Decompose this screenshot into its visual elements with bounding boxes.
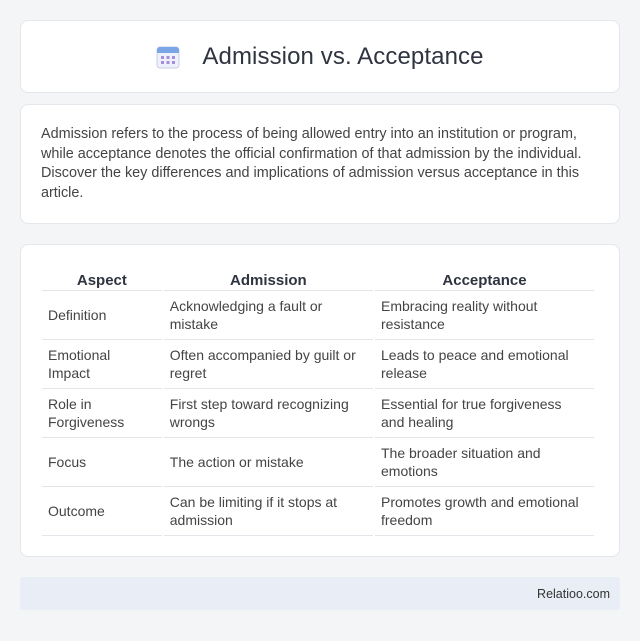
row-acceptance: The broader situation and emotions: [375, 438, 594, 487]
row-admission: First step toward recognizing wrongs: [164, 389, 373, 438]
table-row: [42, 487, 594, 536]
table-row: [42, 340, 594, 389]
row-acceptance: Embracing reality without resistance: [375, 291, 594, 340]
intro-card: [20, 104, 620, 224]
table-row: [42, 389, 594, 438]
header-aspect: Aspect: [42, 265, 162, 291]
comparison-card: [20, 244, 620, 557]
table-row: [42, 291, 594, 340]
row-aspect: Focus: [42, 438, 162, 487]
row-acceptance: Essential for true forgiveness and healing: [375, 389, 594, 438]
row-aspect: Outcome: [42, 487, 162, 536]
table-row: [42, 438, 594, 487]
title-card: [20, 20, 620, 93]
row-acceptance: Leads to peace and emotional release: [375, 340, 594, 389]
footer-bar: [20, 577, 620, 610]
row-admission: The action or mistake: [164, 438, 373, 487]
intro-paragraph: Admission refers to the process of being allowed entry into an institution or program, while acceptance denotes the official confirmation of that admission by the individual. Discover the key differences and implications of admission versus acceptance in this article.: [41, 126, 582, 201]
row-acceptance: Promotes growth and emotional freedom: [375, 487, 594, 536]
header-admission: Admission: [164, 265, 373, 291]
table-header-row: [42, 265, 594, 291]
row-aspect: Emotional Impact: [42, 340, 162, 389]
page-title: Admission vs. Acceptance: [202, 42, 484, 70]
row-admission: Often accompanied by guilt or regret: [164, 340, 373, 389]
comparison-table: [40, 265, 596, 536]
row-aspect: Role in Forgiveness: [42, 389, 162, 438]
row-admission: Acknowledging a fault or mistake: [164, 291, 373, 340]
footer-brand-link[interactable]: Relatioo.com: [537, 586, 610, 601]
header-acceptance: Acceptance: [375, 265, 594, 291]
calendar-icon: [156, 45, 180, 69]
row-admission: Can be limiting if it stops at admission: [164, 487, 373, 536]
row-aspect: Definition: [42, 291, 162, 340]
